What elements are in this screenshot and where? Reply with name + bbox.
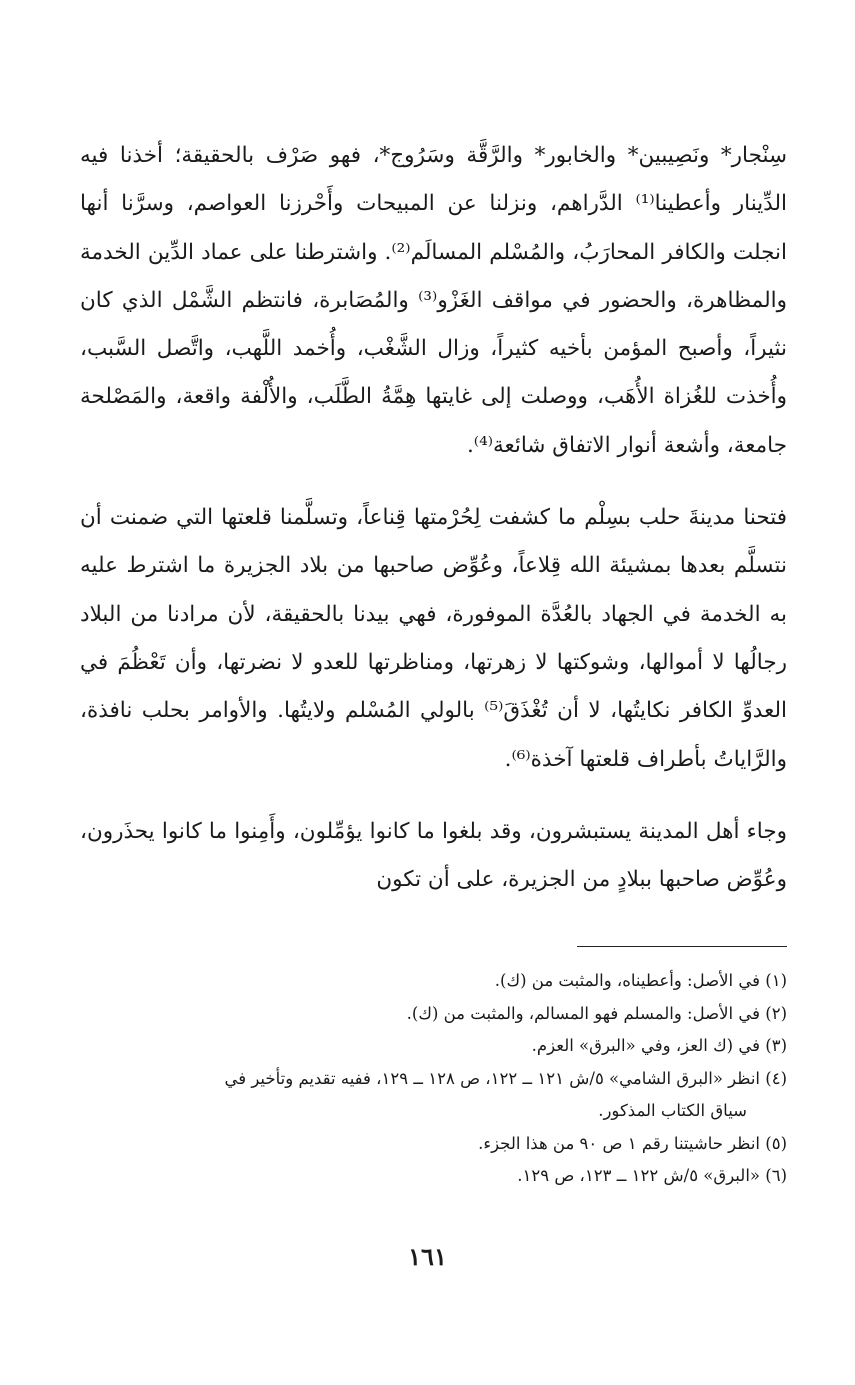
page-number: ١٦١ [408,1242,447,1271]
footnote-text: (٢) في الأصل: والمسلم فهو المسالم، والمثبت من (ك). [406,1003,787,1023]
main-text [80,132,787,904]
footnote-5 [80,1128,787,1161]
footnote-continuation: سياق الكتاب المذكور. [598,1101,747,1121]
footnotes [80,965,787,1193]
footnote-text: (٣) في (ك العز، وفي «البرق» العزم. [531,1036,787,1056]
footnote-3 [80,1030,787,1063]
paragraph-1: سِنْجار* ونَصِيبين* والخابور* والرَّقَّة وسَرُوج*، فهو صَرْف بالحقيقة؛ أخذنا فيه الدِّينار وأعطينا⁽¹⁾ الدَّراهم، ونزلنا عن المبيحات وأَحْرزنا العواصم، وسرَّنا أنها انجلت والكافر المحارَبُ، والمُسْلم المسالَم⁽²⁾. واشترطنا على عماد الدِّين الخدمة والمظاهرة، والحضور في مواقف الغَزْو⁽³⁾ والمُصَابرة، فانتظم الشَّمْل الذي كان نثيراً، وأصبح المؤمن بأخيه كثيراً، وزال الشَّغْب، وأُخمد اللَّهب، واتَّصل السَّبب، وأُخذت للغُزاة الأُهَب، ووصلت إلى غايتها هِمَّةُ الطَّلَب، والأُلْفة واقعة، والمَصْلحة جامعة، وأشعة أنوار الاتفاق شائعة⁽⁴⁾. [80,143,787,458]
footnote-text: (١) في الأصل: وأعطيناه، والمثبت من (ك). [494,971,787,991]
footnote-text: (٦) «البرق» ٥/ش ١٢٢ ــ ١٢٣، ص ١٢٩. [517,1166,787,1186]
paragraph-3: وجاء أهل المدينة يستبشرون، وقد بلغوا ما كانوا يؤمِّلون، وأَمِنوا ما كانوا يحذَرون، وعُوِّض صاحبها ببلادٍ من الجزيرة، على أن تكون [80,818,787,893]
footnote-text: (٥) انظر حاشيتنا رقم ١ ص ٩٠ من هذا الجزء. [478,1133,787,1153]
footnote-1 [80,965,787,998]
paragraph-2: فتحنا مدينةَ حلب بسِلْم ما كشفت لِحُرْمتها قِناعاً، وتسلَّمنا قلعتها التي ضمنت أن نتسلَّم بعدها بمشيئة الله قِلاعاً، وعُوِّض صاحبها من بلاد الجزيرة ما اشترط عليه به الخدمة في الجهاد بالعُدَّة الموفورة، فهي بيدنا بالحقيقة، لأن مرادنا من البلاد رجالُها لا أموالها، وشوكتها لا زهرتها، ومناظرتها للعدو لا نضرتها، وأن تَعْظُمَ في العدوِّ الكافر نكايتُها، لا أن تُغْذَقَ⁽⁵⁾ بالولي المُسْلم ولايتُها. والأوامر بحلب نافذة، والرَّاياتُ بأطراف قلعتها آخذة⁽⁶⁾. [80,505,787,772]
footnote-6 [80,1160,787,1193]
footnote-2 [80,998,787,1031]
footnote-text: (٤) انظر «البرق الشامي» ٥/ش ١٢١ ــ ١٢٢، ص ١٢٨ ــ ١٢٩، ففيه تقديم وتأخير في [224,1068,787,1088]
footnote-divider [577,946,787,947]
footnote-4 [80,1063,787,1128]
